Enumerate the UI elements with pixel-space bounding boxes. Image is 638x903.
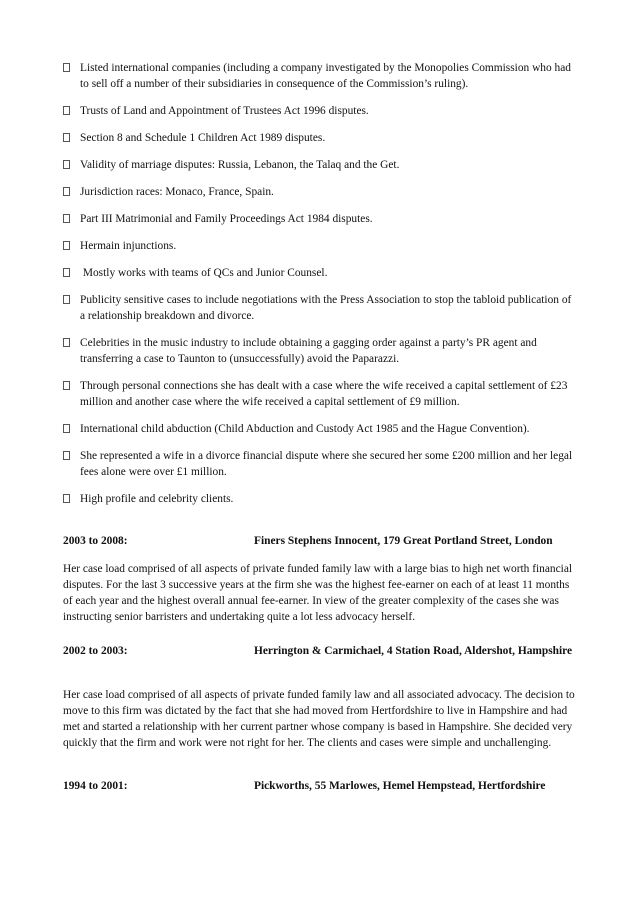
list-item	[63, 448, 578, 480]
bullet-text: Section 8 and Schedule 1 Children Act 1989 disputes.	[80, 132, 326, 144]
bullet-box-icon	[63, 268, 70, 277]
employer-address: Finers Stephens Innocent, 179 Great Portland Street, London	[254, 535, 553, 547]
list-item	[63, 292, 578, 324]
bullet-box-icon	[63, 214, 70, 223]
section-heading	[63, 533, 578, 549]
employment-dates: 2002 to 2003:	[63, 645, 128, 657]
list-item	[63, 491, 578, 507]
bullet-box-icon	[63, 133, 70, 142]
bullet-box-icon	[63, 381, 70, 390]
bullet-box-icon	[63, 451, 70, 460]
employment-section-herrington	[63, 643, 578, 751]
bullet-box-icon	[63, 295, 70, 304]
section-paragraph: Her case load comprised of all aspects of private funded family law and all associated advocacy. The decision to move to this firm was dictated by the fact that she had moved from Hertfordshire to live in Hampshire and had met and started a relationship with her current partner whose company is based in Hampshire. She decided very quickly that the firm and work were not right for her. The clients and cases were simple and unchallenging.	[63, 689, 575, 749]
bullet-text: Jurisdiction races: Monaco, France, Spain.	[80, 186, 274, 198]
bullet-text: Trusts of Land and Appointment of Trustees Act 1996 disputes.	[80, 105, 369, 117]
bullet-text: High profile and celebrity clients.	[80, 493, 234, 505]
bullet-box-icon	[63, 241, 70, 250]
employer-address: Herrington & Carmichael, 4 Station Road, Aldershot, Hampshire	[254, 645, 573, 657]
list-item	[63, 103, 578, 119]
employer-address: Pickworths, 55 Marlowes, Hemel Hempstead, Hertfordshire	[254, 780, 546, 792]
employment-dates: 2003 to 2008:	[63, 535, 128, 547]
employment-dates: 1994 to 2001:	[63, 780, 128, 792]
bullet-text: International child abduction (Child Abduction and Custody Act 1985 and the Hague Convention).	[80, 423, 530, 435]
bullet-text: Through personal connections she has dealt with a case where the wife received a capital settlement of £23 million and another case where the wife received a capital settlement of £9 million.	[80, 380, 568, 408]
list-item	[63, 335, 578, 367]
employment-section-pickworths	[63, 778, 578, 794]
employment-section-finers	[63, 533, 578, 625]
list-item	[63, 265, 578, 281]
list-item	[63, 211, 578, 227]
list-item	[63, 238, 578, 254]
bullet-text: Mostly works with teams of QCs and Junior Counsel.	[80, 267, 328, 279]
bullet-text: Part III Matrimonial and Family Proceedings Act 1984 disputes.	[80, 213, 373, 225]
bullet-text: Publicity sensitive cases to include negotiations with the Press Association to stop the tabloid publication of a relationship breakdown and divorce.	[80, 294, 572, 322]
list-item	[63, 157, 578, 173]
bullet-text: She represented a wife in a divorce financial dispute where she secured her some £200 million and her legal fees alone were over £1 million.	[80, 450, 573, 478]
experience-bullet-list	[63, 60, 578, 518]
bullet-box-icon	[63, 160, 70, 169]
bullet-text: Hermain injunctions.	[80, 240, 177, 252]
bullet-box-icon	[63, 187, 70, 196]
bullet-box-icon	[63, 494, 70, 503]
section-heading	[63, 643, 578, 675]
bullet-box-icon	[63, 424, 70, 433]
list-item	[63, 130, 578, 146]
list-item	[63, 378, 578, 410]
list-item	[63, 60, 578, 92]
bullet-text: Celebrities in the music industry to include obtaining a gagging order against a party’s PR agent and transferring a case to Taunton to (unsuccessfully) avoid the Paparazzi.	[80, 337, 537, 365]
bullet-box-icon	[63, 63, 70, 72]
section-heading	[63, 778, 578, 794]
list-item	[63, 184, 578, 200]
bullet-box-icon	[63, 106, 70, 115]
section-paragraph: Her case load comprised of all aspects of private funded family law with a large bias to high net worth financial disputes. For the last 3 successive years at the firm she was the highest fee-earner on each of at least 11 months of each year and the highest overall annual fee-earner. In view of the greater complexity of the cases she was instructing senior barristers and undertaking quite a lot less advocacy herself.	[63, 563, 573, 623]
bullet-text: Validity of marriage disputes: Russia, Lebanon, the Talaq and the Get.	[80, 159, 400, 171]
bullet-box-icon	[63, 338, 70, 347]
bullet-text: Listed international companies (including a company investigated by the Monopolies Commission who had to sell off a number of their subsidiaries in consequence of the Commission’s ruling).	[80, 62, 571, 90]
list-item	[63, 421, 578, 437]
